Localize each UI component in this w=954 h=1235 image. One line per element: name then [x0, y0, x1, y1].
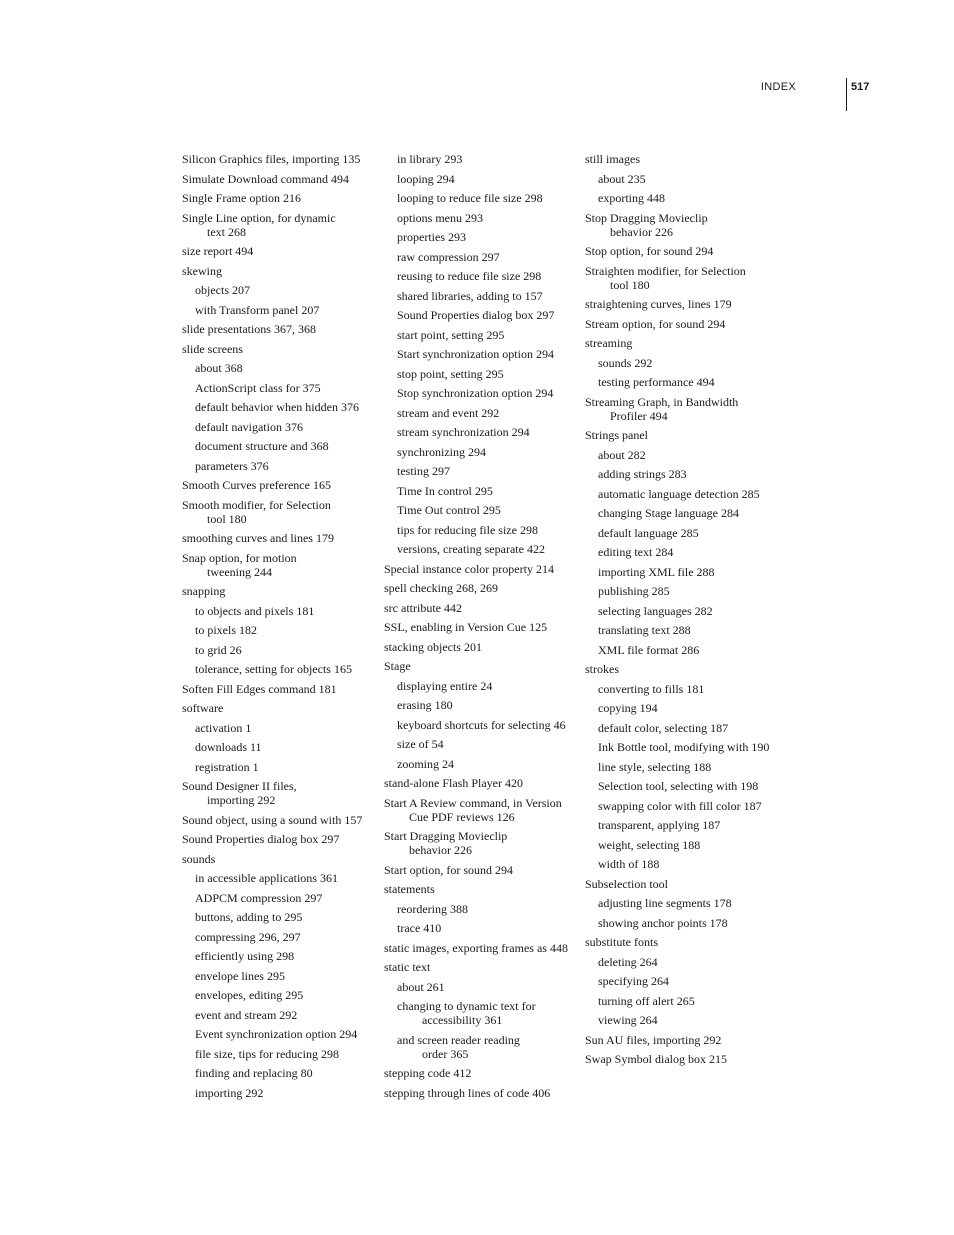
entry-text: objects 207: [195, 283, 250, 297]
entry-text: reordering 388: [397, 901, 468, 916]
entry-text: default color, selecting 187: [598, 720, 729, 735]
entry-text: stream and event 292: [397, 405, 500, 420]
index-subentry: [585, 955, 785, 969]
index-subentry: [182, 871, 382, 885]
entry-text: adding strings 283: [598, 467, 687, 481]
entry-text: reusing to reduce file size 298: [397, 269, 542, 283]
index-subentry: [585, 448, 785, 462]
entry-text: src attribute 442: [384, 600, 462, 615]
index-entry: [585, 297, 785, 311]
entry-text: default navigation 376: [195, 419, 303, 434]
entry-text: stepping through lines of code 406: [384, 1085, 551, 1100]
entry-text: Smooth Curves preference 165: [182, 478, 331, 492]
entry-continuation: Profiler 494: [610, 408, 668, 423]
entry-text: Subselection tool: [585, 876, 668, 891]
entry-text: ActionScript class for 375: [195, 380, 321, 395]
index-entry: [384, 960, 584, 974]
index-subentry: [182, 1047, 382, 1061]
entry-text: Selection tool, selecting with 198: [598, 779, 759, 793]
index-subentry: [384, 445, 584, 459]
index-subentry: [384, 698, 584, 712]
entry-text: compressing 296, 297: [195, 929, 301, 944]
entry-text: slide presentations 367, 368: [182, 322, 316, 336]
entry-text: straightening curves, lines 179: [585, 297, 732, 311]
index-entry: [182, 682, 382, 696]
index-subentry: [585, 838, 785, 852]
index-subentry: [585, 506, 785, 520]
entry-text: Smooth modifier, for Selection: [182, 497, 331, 512]
index-entry: [384, 863, 584, 877]
index-entry: [585, 264, 785, 292]
entry-text: statements: [384, 882, 435, 896]
entry-text: erasing 180: [397, 698, 453, 712]
index-subentry: [384, 718, 584, 732]
entry-text: Strings panel: [585, 428, 648, 442]
entry-continuation: tweening 244: [207, 564, 272, 579]
entry-text: line style, selecting 188: [598, 759, 712, 774]
index-subentry: [182, 400, 382, 414]
entry-text: viewing 264: [598, 1013, 658, 1027]
index-subentry: [585, 191, 785, 205]
entry-text: Silicon Graphics files, importing 135: [182, 152, 361, 166]
index-subentry: [384, 230, 584, 244]
entry-text: sounds 292: [598, 355, 653, 370]
index-column-2: [384, 152, 584, 1105]
index-subentry: [384, 484, 584, 498]
entry-text: and screen reader reading: [397, 1032, 520, 1047]
entry-text: Stop option, for sound 294: [585, 244, 714, 258]
entry-text: adjusting line segments 178: [598, 896, 732, 910]
entry-text: displaying entire 24: [397, 678, 493, 693]
index-subentry: [384, 386, 584, 400]
section-label: INDEX: [760, 81, 796, 93]
entry-text: importing XML file 288: [598, 564, 715, 579]
index-entry: [585, 336, 785, 350]
entry-text: Start option, for sound 294: [384, 862, 513, 877]
entry-text: Time Out control 295: [397, 503, 501, 517]
index-subentry: [384, 464, 584, 478]
entry-text: Swap Symbol dialog box 215: [585, 1052, 728, 1066]
entry-text: converting to fills 181: [598, 681, 705, 696]
entry-text: about 261: [397, 979, 445, 994]
entry-text: transparent, applying 187: [598, 818, 721, 832]
entry-text: XML file format 286: [598, 642, 700, 657]
index-subentry: [384, 737, 584, 751]
entry-text: Soften Fill Edges command 181: [182, 681, 337, 696]
index-subentry: [585, 375, 785, 389]
entry-text: software: [182, 701, 224, 715]
index-entry: [585, 935, 785, 949]
index-entry: [384, 1066, 584, 1080]
index-column-3: [585, 152, 785, 1072]
entry-text: tips for reducing file size 298: [397, 522, 538, 537]
index-subentry: [182, 283, 382, 297]
entry-text: Straighten modifier, for Selection: [585, 263, 746, 278]
entry-text: exporting 448: [598, 191, 665, 205]
entry-continuation: behavior 226: [409, 843, 472, 857]
index-subentry: [182, 303, 382, 317]
entry-text: Streaming Graph, in Bandwidth: [585, 394, 739, 409]
entry-text: testing performance 494: [598, 375, 715, 389]
entry-text: downloads 11: [195, 740, 262, 754]
index-subentry: [585, 818, 785, 832]
entry-text: Simulate Download command 494: [182, 171, 349, 186]
index-entry: [585, 1052, 785, 1066]
index-subentry: [384, 406, 584, 420]
index-subentry: [182, 1066, 382, 1080]
entry-text: swapping color with fill color 187: [598, 798, 762, 813]
index-subentry: [182, 381, 382, 395]
entry-text: Special instance color property 214: [384, 561, 554, 576]
entry-text: width of 188: [598, 857, 660, 871]
index-entry: [585, 317, 785, 331]
entry-text: with Transform panel 207: [195, 302, 320, 317]
index-entry: [182, 779, 382, 807]
index-subentry: [585, 857, 785, 871]
entry-text: looping to reduce file size 298: [397, 191, 543, 205]
entry-text: about 235: [598, 171, 646, 186]
index-subentry: [384, 347, 584, 361]
entry-text: deleting 264: [598, 954, 658, 969]
entry-text: stacking objects 201: [384, 639, 482, 654]
index-subentry: [384, 211, 584, 225]
index-subentry: [384, 1033, 584, 1061]
entry-text: Stream option, for sound 294: [585, 316, 726, 331]
entry-text: automatic language detection 285: [598, 486, 760, 501]
entry-text: Start A Review command, in Version: [384, 795, 562, 810]
index-subentry: [585, 721, 785, 735]
entry-text: registration 1: [195, 759, 259, 774]
index-subentry: [585, 172, 785, 186]
index-subentry: [585, 974, 785, 988]
entry-text: Ink Bottle tool, modifying with 190: [598, 740, 770, 754]
index-entry: [384, 659, 584, 673]
index-subentry: [384, 425, 584, 439]
entry-text: publishing 285: [598, 584, 670, 598]
entry-text: Sound Properties dialog box 297: [397, 308, 555, 322]
index-subentry: [384, 367, 584, 381]
entry-text: streaming: [585, 336, 633, 350]
entry-text: snapping: [182, 584, 226, 598]
index-entry: [384, 581, 584, 595]
index-subentry: [585, 526, 785, 540]
entry-text: shared libraries, adding to 157: [397, 288, 543, 303]
entry-text: Stop Dragging Movieclip: [585, 210, 708, 225]
index-subentry: [384, 269, 584, 283]
index-subentry: [585, 643, 785, 657]
index-subentry: [384, 328, 584, 342]
entry-text: specifying 264: [598, 974, 669, 988]
index-entry: [182, 172, 382, 186]
entry-text: options menu 293: [397, 210, 483, 225]
entry-continuation: behavior 226: [610, 224, 673, 239]
entry-text: still images: [585, 152, 640, 166]
index-subentry: [384, 902, 584, 916]
index-subentry: [585, 682, 785, 696]
index-entry: [585, 428, 785, 442]
entry-text: efficiently using 298: [195, 949, 295, 963]
index-entry: [585, 877, 785, 891]
index-entry: [384, 882, 584, 896]
header-divider: [846, 78, 847, 111]
entry-text: default language 285: [598, 525, 699, 540]
index-subentry: [182, 1086, 382, 1100]
entry-text: static text: [384, 960, 431, 974]
index-subentry: [182, 910, 382, 924]
entry-continuation: order 365: [422, 1046, 469, 1061]
index-subentry: [384, 523, 584, 537]
entry-continuation: Cue PDF reviews 126: [409, 809, 515, 824]
index-subentry: [182, 930, 382, 944]
index-subentry: [182, 459, 382, 473]
index-subentry: [182, 1027, 382, 1041]
index-entry: [182, 152, 382, 166]
index-entry: [182, 701, 382, 715]
index-entry: [182, 478, 382, 492]
entry-text: changing Stage language 284: [598, 506, 739, 520]
index-entry: [182, 551, 382, 579]
entry-text: importing 292: [195, 1085, 264, 1100]
entry-text: keyboard shortcuts for selecting 46: [397, 717, 566, 732]
index-subentry: [182, 969, 382, 983]
entry-text: event and stream 292: [195, 1007, 298, 1022]
index-entry: [384, 1086, 584, 1100]
index-entry: [182, 584, 382, 598]
index-subentry: [585, 545, 785, 559]
entry-text: about 368: [195, 361, 243, 375]
index-entry: [585, 244, 785, 258]
entry-text: skewing: [182, 263, 222, 278]
index-subentry: [182, 988, 382, 1002]
entry-text: stand-alone Flash Player 420: [384, 776, 523, 790]
entry-text: turning off alert 265: [598, 993, 695, 1008]
entry-text: to pixels 182: [195, 623, 257, 637]
entry-text: changing to dynamic text for: [397, 999, 536, 1013]
entry-text: envelopes, editing 295: [195, 988, 304, 1002]
entry-text: to objects and pixels 181: [195, 603, 315, 618]
entry-text: substitute fonts: [585, 935, 659, 949]
entry-text: to grid 26: [195, 642, 242, 657]
index-entry: [182, 244, 382, 258]
entry-text: smoothing curves and lines 179: [182, 531, 334, 545]
entry-text: Stop synchronization option 294: [397, 386, 554, 400]
entry-text: size report 494: [182, 244, 254, 258]
index-column-1: [182, 152, 382, 1105]
entry-text: stop point, setting 295: [397, 366, 504, 381]
entry-text: zooming 24: [397, 756, 454, 771]
entry-text: stepping code 412: [384, 1066, 472, 1080]
index-subentry: [585, 799, 785, 813]
index-subentry: [182, 623, 382, 637]
index-entry: [384, 941, 584, 955]
index-subentry: [384, 542, 584, 556]
index-subentry: [384, 757, 584, 771]
index-subentry: [182, 439, 382, 453]
entry-text: Start synchronization option 294: [397, 347, 554, 361]
entry-text: buttons, adding to 295: [195, 910, 303, 924]
index-subentry: [182, 891, 382, 905]
entry-text: Sound Designer II files,: [182, 779, 297, 793]
entry-text: trace 410: [397, 921, 442, 935]
index-subentry: [384, 289, 584, 303]
entry-continuation: tool 180: [207, 511, 247, 526]
index-subentry: [182, 1008, 382, 1022]
entry-text: Single Line option, for dynamic: [182, 210, 336, 225]
index-subentry: [182, 361, 382, 375]
entry-text: SSL, enabling in Version Cue 125: [384, 620, 548, 634]
index-subentry: [585, 565, 785, 579]
index-entry: [182, 813, 382, 827]
entry-text: ADPCM compression 297: [195, 890, 323, 905]
entry-text: stream synchronization 294: [397, 425, 530, 439]
index-subentry: [585, 356, 785, 370]
index-subentry: [182, 662, 382, 676]
index-entry: [182, 211, 382, 239]
entry-text: versions, creating separate 422: [397, 542, 545, 556]
index-entry: [384, 796, 584, 824]
index-entry: [585, 662, 785, 676]
entry-text: Time In control 295: [397, 483, 493, 498]
index-subentry: [585, 896, 785, 910]
index-subentry: [384, 503, 584, 517]
entry-text: showing anchor points 178: [598, 915, 728, 930]
index-subentry: [182, 721, 382, 735]
index-subentry: [585, 701, 785, 715]
entry-text: weight, selecting 188: [598, 837, 701, 852]
entry-text: slide screens: [182, 341, 243, 356]
index-subentry: [182, 604, 382, 618]
index-subentry: [182, 420, 382, 434]
entry-continuation: tool 180: [610, 277, 650, 292]
index-entry: [384, 829, 584, 857]
index-subentry: [384, 921, 584, 935]
entry-text: Stage: [384, 659, 411, 673]
entry-text: Event synchronization option 294: [195, 1027, 358, 1041]
index-entry: [182, 852, 382, 866]
index-entry: [182, 322, 382, 336]
entry-text: copying 194: [598, 701, 658, 715]
index-subentry: [585, 623, 785, 637]
index-entry: [182, 832, 382, 846]
index-subentry: [384, 152, 584, 166]
index-subentry: [384, 250, 584, 264]
entry-text: properties 293: [397, 230, 466, 244]
entry-text: Sun AU files, importing 292: [585, 1032, 722, 1047]
entry-text: Snap option, for motion: [182, 550, 297, 565]
entry-text: synchronizing 294: [397, 444, 486, 459]
index-subentry: [585, 916, 785, 930]
entry-text: editing text 284: [598, 545, 674, 559]
entry-text: activation 1: [195, 720, 252, 735]
entry-text: static images, exporting frames as 448: [384, 940, 568, 955]
entry-continuation: accessibility 361: [422, 1013, 503, 1027]
entry-text: start point, setting 295: [397, 327, 505, 342]
index-subentry: [384, 980, 584, 994]
entry-text: sounds: [182, 851, 216, 866]
index-entry: [585, 1033, 785, 1047]
index-entry: [384, 640, 584, 654]
entry-text: finding and replacing 80: [195, 1066, 313, 1080]
index-subentry: [585, 994, 785, 1008]
index-subentry: [585, 467, 785, 481]
index-entry: [182, 264, 382, 278]
index-subentry: [585, 487, 785, 501]
index-subentry: [384, 999, 584, 1027]
index-entry: [585, 211, 785, 239]
index-entry: [182, 531, 382, 545]
entry-text: selecting languages 282: [598, 603, 713, 618]
entry-text: default behavior when hidden 376: [195, 400, 359, 414]
entry-text: raw compression 297: [397, 249, 500, 264]
entry-continuation: text 268: [207, 224, 246, 239]
index-subentry: [585, 760, 785, 774]
entry-text: document structure and 368: [195, 439, 329, 453]
entry-text: envelope lines 295: [195, 968, 285, 983]
index-entry: [384, 562, 584, 576]
index-entry: [585, 152, 785, 166]
entry-text: looping 294: [397, 171, 455, 186]
entry-text: parameters 376: [195, 458, 269, 473]
index-subentry: [182, 760, 382, 774]
index-subentry: [182, 740, 382, 754]
entry-text: strokes: [585, 662, 619, 676]
entry-text: size of 54: [397, 737, 444, 751]
index-entry: [384, 601, 584, 615]
index-subentry: [384, 191, 584, 205]
entry-continuation: importing 292: [207, 793, 276, 807]
index-subentry: [585, 1013, 785, 1027]
entry-text: spell checking 268, 269: [384, 581, 498, 595]
index-entry: [182, 342, 382, 356]
index-subentry: [585, 740, 785, 754]
entry-text: Start Dragging Movieclip: [384, 829, 508, 843]
index-subentry: [585, 584, 785, 598]
index-entry: [384, 620, 584, 634]
index-entry: [384, 776, 584, 790]
index-entry: [585, 395, 785, 423]
entry-text: testing 297: [397, 464, 450, 478]
entry-text: Single Frame option 216: [182, 191, 301, 205]
entry-text: tolerance, setting for objects 165: [195, 662, 352, 676]
index-subentry: [585, 779, 785, 793]
index-subentry: [182, 643, 382, 657]
index-entry: [182, 191, 382, 205]
index-subentry: [384, 308, 584, 322]
index-subentry: [182, 949, 382, 963]
entry-text: file size, tips for reducing 298: [195, 1046, 339, 1061]
entry-text: about 282: [598, 447, 646, 462]
index-subentry: [384, 679, 584, 693]
entry-text: translating text 288: [598, 623, 691, 637]
entry-text: in accessible applications 361: [195, 871, 338, 885]
index-entry: [182, 498, 382, 526]
index-subentry: [585, 604, 785, 618]
entry-text: Sound object, using a sound with 157: [182, 812, 363, 827]
entry-text: Sound Properties dialog box 297: [182, 832, 340, 846]
entry-text: in library 293: [397, 152, 463, 166]
index-subentry: [384, 172, 584, 186]
page-number: 517: [851, 81, 870, 93]
